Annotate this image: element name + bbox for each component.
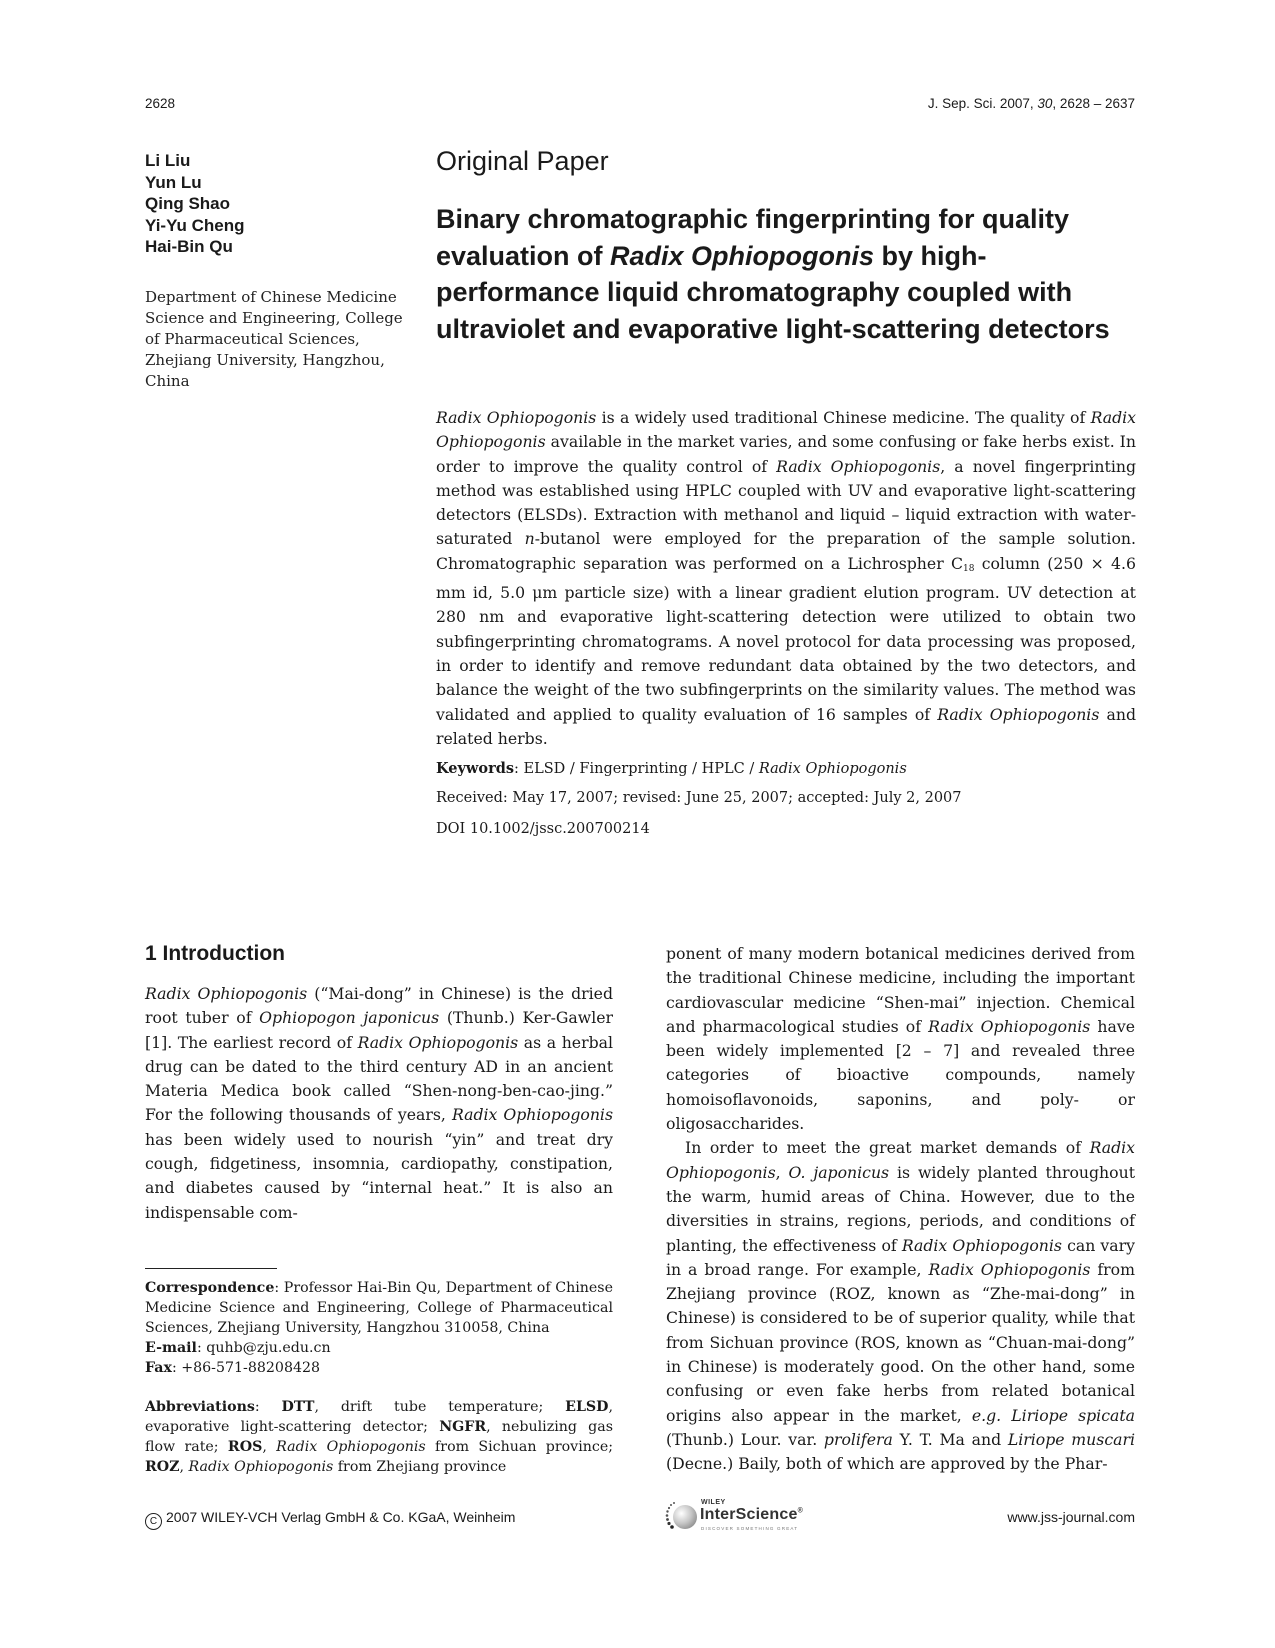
subscript: 18 bbox=[962, 563, 975, 574]
body-text: (Thunb.) Ker-Gawler [1]. The earliest record of bbox=[145, 1008, 614, 1052]
wiley-interscience-logo[interactable] bbox=[665, 1499, 815, 1533]
italic-term: Radix Ophiopogonis bbox=[436, 408, 597, 427]
logo-name-text: InterScience bbox=[700, 1506, 798, 1523]
body-text: has been widely used to nourish “yin” and treat dry cough, fidgetiness, insomnia, cardiopathy, constipation, and diabetes caused by “internal heat.” It is also an indispensable com- bbox=[145, 1129, 613, 1222]
abbreviation-definition: , drift tube temperature; bbox=[314, 1399, 566, 1415]
footnote-divider bbox=[145, 1268, 277, 1269]
logo-publisher: WILEY bbox=[701, 1499, 726, 1506]
abbreviations-label: Abbreviations bbox=[145, 1399, 255, 1415]
abstract-text: -butanol were employed for the preparation of the sample solution. Chromatographic separation was performed on a Lichrospher C bbox=[436, 529, 1136, 573]
email-value[interactable]: : quhb@zju.edu.cn bbox=[196, 1340, 331, 1356]
italic-term: n bbox=[524, 529, 535, 549]
author: Hai-Bin Qu bbox=[145, 237, 233, 256]
italic-term: O. japonicus bbox=[788, 1162, 890, 1182]
keywords-label: Keywords bbox=[436, 760, 515, 777]
body-text: is widely planted throughout the warm, humid areas of China. However, due to the diversities in strains, regions, periods, and conditions of planting, the effectiveness of bbox=[666, 1162, 1135, 1255]
italic-term: Ophiopogon japonicus bbox=[259, 1008, 440, 1028]
body-text: (Thunb.) Lour. var. bbox=[666, 1429, 824, 1449]
separator: , bbox=[262, 1439, 277, 1455]
paragraph bbox=[666, 1136, 1135, 1476]
journal-website-link[interactable]: www.jss-journal.com bbox=[1007, 1509, 1135, 1525]
italic-term: Radix Ophiopogonis bbox=[276, 1439, 426, 1455]
correspondence-email bbox=[145, 1338, 613, 1358]
author: Qing Shao bbox=[145, 194, 230, 213]
italic-term: Radix Ophiopogonis bbox=[357, 1032, 519, 1052]
body-text: from Zhejiang province (ROZ, known as “Zhe-mai-dong” in Chinese) is considered to be of superior quality, while that from Sichuan province (ROS, known as “Chuan-mai-dong” in Chinese) is moderately good. On the other hand, some confusing or even fake herbs from related botanical origins also appear in the market, bbox=[666, 1259, 1136, 1425]
affiliation bbox=[145, 287, 415, 392]
affiliation-line: Zhejiang University, Hangzhou, bbox=[145, 351, 385, 369]
fax-label: Fax bbox=[145, 1360, 172, 1376]
doi[interactable]: DOI 10.1002/jssc.200700214 bbox=[436, 821, 650, 837]
section-heading: 1 Introduction bbox=[145, 942, 285, 965]
italic-term: Radix Ophiopogonis bbox=[666, 1138, 1135, 1182]
journal-volume: 30 bbox=[1037, 96, 1053, 111]
intro-column-1 bbox=[145, 982, 613, 1225]
affiliation-line: of Pharmaceutical Sciences, bbox=[145, 330, 360, 348]
abstract-text: is a widely used traditional Chinese medicine. The quality of bbox=[596, 408, 1091, 427]
italic-term: Radix Ophiopogonis bbox=[937, 704, 1100, 724]
received-dates: Received: May 17, 2007; revised: June 25, 2007; accepted: July 2, 2007 bbox=[436, 790, 962, 806]
keywords-values: : ELSD / Fingerprinting / HPLC / bbox=[514, 761, 759, 777]
italic-term: prolifera bbox=[823, 1429, 893, 1449]
article-title bbox=[436, 201, 1136, 347]
journal-pages: , 2628 – 2637 bbox=[1052, 96, 1135, 111]
abstract-text: , a novel fingerprinting method was established using HPLC coupled with UV and evaporative light-scattering detectors (ELSDs). Extraction with methanol and liquid – liquid extraction with water-saturated bbox=[436, 456, 1136, 549]
abbreviation-definition: , evaporative light-scattering detector; bbox=[145, 1399, 613, 1435]
italic-term: e.g. Liriope spicata bbox=[971, 1405, 1135, 1425]
fax-value: : +86-571-88208428 bbox=[171, 1360, 321, 1376]
keyword-italic: Radix Ophiopogonis bbox=[758, 761, 907, 777]
correspondence-text: : Professor Hai-Bin Qu, Department of Chinese Medicine Science and Engineering, College of Pharmaceutical Sciences, Zhejiang University, Hangzhou 310058, China bbox=[145, 1280, 613, 1336]
italic-term: Liriope muscari bbox=[1007, 1429, 1135, 1449]
italic-term: Radix Ophiopogonis bbox=[188, 1459, 334, 1475]
italic-term: Radix Ophiopogonis bbox=[436, 408, 1137, 452]
separator: : bbox=[254, 1399, 282, 1415]
abstract-text: available in the market varies, and some confusing or fake herbs exist. In order to improve the quality control of bbox=[436, 432, 1136, 476]
body-text: have been widely implemented [2 – 7] and revealed three categories of bioactive compounds, namely homoisoflavonoids, saponins, and poly- or oligosaccharides. bbox=[666, 1016, 1136, 1134]
registered-mark: ® bbox=[797, 1507, 803, 1515]
abstract bbox=[436, 406, 1136, 751]
copyright-text: 2007 WILEY-VCH Verlag GmbH & Co. KGaA, Weinheim bbox=[166, 1509, 516, 1525]
body-text: can vary in a broad range. For example, bbox=[666, 1235, 1136, 1279]
paragraph bbox=[666, 942, 1135, 1136]
logo-name bbox=[700, 1506, 803, 1524]
author: Yi-Yu Cheng bbox=[145, 215, 245, 235]
title-italic-text: Radix Ophiopogonis bbox=[610, 240, 875, 271]
abstract-text: column (250 × 4.6 mm id, 5.0 μm particle size) with a linear gradient elution program. UV detection at 280 nm and evaporative light-scattering detection were utilized to obtain two subfingerprinting chromatograms. A novel protocol for data processing was proposed, in order to identify and remove redundant data obtained by the two detectors, and balance the weight of the two subfingerprints on the similarity values. The method was validated and applied to quality evaluation of 16 samples of bbox=[436, 553, 1136, 724]
correspondence-fax bbox=[145, 1358, 613, 1378]
abbreviation: DTT bbox=[281, 1399, 315, 1415]
italic-term: Radix Ophiopogonis bbox=[451, 1105, 613, 1125]
abbreviations-note bbox=[145, 1397, 613, 1477]
italic-term: Radix Ophiopogonis bbox=[928, 1259, 1091, 1279]
body-text: (“Mai-dong” in Chinese) is the dried root tuber of bbox=[145, 984, 614, 1028]
affiliation-line: Science and Engineering, College bbox=[145, 309, 403, 327]
affiliation-line: China bbox=[145, 372, 190, 390]
author: Li Liu bbox=[145, 151, 191, 170]
body-text: (Decne.) Baily, both of which are approved by the Phar- bbox=[666, 1454, 1108, 1474]
copyright-icon: C bbox=[145, 1513, 162, 1530]
keywords bbox=[436, 760, 907, 777]
abbreviation-definition: from Zhejiang province bbox=[333, 1459, 507, 1475]
abbreviation: ELSD bbox=[565, 1399, 609, 1415]
page-footer bbox=[145, 1499, 1135, 1535]
globe-icon bbox=[673, 1505, 697, 1529]
article-type: Original Paper bbox=[436, 146, 609, 176]
affiliation-line: Department of Chinese Medicine bbox=[145, 288, 397, 306]
title-text: Binary chromatographic fingerprinting for quality evaluation of bbox=[436, 204, 1070, 271]
italic-term: Radix Ophiopogonis bbox=[145, 984, 308, 1003]
journal-reference bbox=[928, 96, 1135, 111]
abbreviation: NGFR bbox=[439, 1419, 487, 1435]
correspondence-note bbox=[145, 1278, 613, 1378]
body-text: ponent of many modern botanical medicines derived from the traditional Chinese medicine, including the important cardiovascular medicine “Shen-mai” injection. Chemical and pharmacological studies of bbox=[666, 944, 1135, 1036]
abbreviation: ROS bbox=[227, 1439, 263, 1455]
italic-term: Radix Ophiopogonis bbox=[928, 1016, 1091, 1036]
italic-term: Radix Ophiopogonis bbox=[776, 456, 941, 476]
author-list bbox=[145, 150, 415, 258]
italic-term: Radix Ophiopogonis bbox=[901, 1235, 1062, 1255]
intro-column-2 bbox=[666, 942, 1135, 1477]
abstract-text: and related herbs. bbox=[436, 704, 1136, 748]
author: Yun Lu bbox=[145, 172, 202, 192]
journal-name: J. Sep. Sci. 2007, bbox=[927, 96, 1038, 111]
body-text: , bbox=[775, 1162, 789, 1182]
running-head bbox=[145, 96, 1135, 116]
email-label: E-mail bbox=[145, 1340, 197, 1356]
logo-tagline: DISCOVER SOMETHING GREAT bbox=[701, 1526, 799, 1531]
correspondence-label: Correspondence bbox=[145, 1280, 275, 1296]
copyright bbox=[145, 1509, 515, 1530]
separator: , bbox=[179, 1459, 189, 1475]
abbreviation: ROZ bbox=[145, 1459, 180, 1475]
body-text: Y. T. Ma and bbox=[892, 1429, 1008, 1449]
correspondence-address bbox=[145, 1278, 613, 1338]
body-text: as a herbal drug can be dated to the third century AD in an ancient Materia Medica book called “Shen-nong-ben-cao-jing.” For the following thousands of years, bbox=[145, 1032, 613, 1125]
title-text: by high-performance liquid chromatography coupled with ultraviolet and evaporative light-scattering detectors bbox=[436, 240, 1110, 344]
abbreviation-definition: from Sichuan province; bbox=[425, 1439, 613, 1455]
abbreviation-definition: , nebulizing gas flow rate; bbox=[145, 1419, 613, 1455]
page-number: 2628 bbox=[145, 96, 176, 111]
body-text: In order to meet the great market demands of bbox=[685, 1138, 1090, 1158]
